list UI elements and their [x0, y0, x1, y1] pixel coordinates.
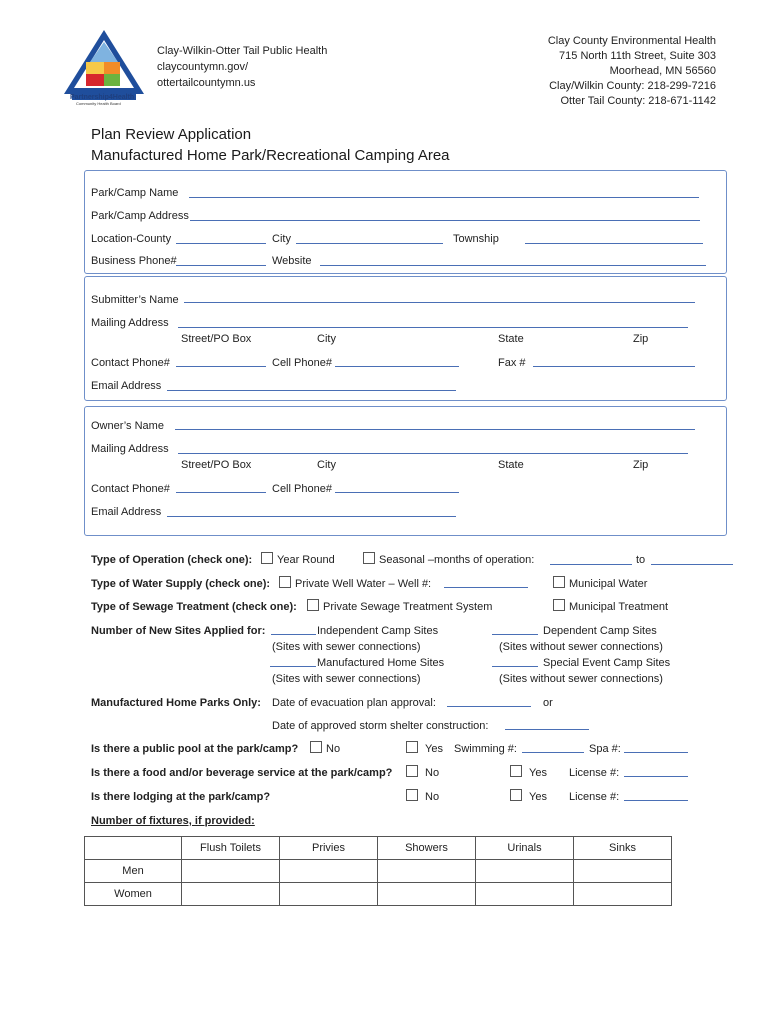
page-subtitle: Manufactured Home Park/Recreational Camping Area — [91, 147, 450, 164]
city-label: City — [272, 233, 291, 245]
municipal-treatment-label: Municipal Treatment — [569, 601, 669, 613]
pool-yes-label: Yes — [425, 743, 443, 755]
food-yes-checkbox[interactable] — [510, 765, 522, 777]
owner-cell-label: Cell Phone# — [272, 483, 332, 495]
park-name-field[interactable] — [189, 197, 699, 198]
submitter-email-label: Email Address — [91, 380, 162, 392]
address-line-3: Moorhead, MN 56560 — [609, 65, 716, 77]
owner-cell-field[interactable] — [335, 492, 459, 493]
storm-shelter-field[interactable] — [505, 729, 589, 730]
independent-sites-label: Independent Camp Sites — [317, 625, 439, 637]
water-supply-label: Type of Water Supply (check one): — [91, 578, 271, 590]
new-sites-label: Number of New Sites Applied for: — [91, 625, 266, 637]
fixtures-row-men — [85, 860, 672, 883]
owner-street-label: Street/PO Box — [181, 459, 252, 471]
municipal-water-label: Municipal Water — [569, 578, 648, 590]
pool-no-checkbox[interactable] — [310, 741, 322, 753]
fixtures-col-privies: Privies — [280, 837, 378, 860]
fixtures-cell[interactable] — [280, 883, 378, 906]
swimming-label: Swimming #: — [454, 743, 517, 755]
submitter-contact-label: Contact Phone# — [91, 357, 170, 369]
city-field[interactable] — [296, 243, 443, 244]
park-address-label: Park/Camp Address — [91, 210, 189, 222]
fixtures-row-women — [85, 883, 672, 906]
mhp-label: Manufactured Home Parks Only: — [91, 697, 261, 709]
address-line-2: 715 North 11th Street, Suite 303 — [559, 50, 716, 62]
sewage-label: Type of Sewage Treatment (check one): — [91, 601, 297, 613]
submitter-zip-label: Zip — [633, 333, 649, 345]
well-number-field[interactable] — [444, 587, 528, 588]
submitter-mailing-field[interactable] — [178, 327, 688, 328]
owner-city-label: City — [317, 459, 336, 471]
fixtures-row-label: Women — [85, 883, 182, 906]
pool-no-label: No — [326, 743, 341, 755]
website-label: Website — [272, 255, 312, 267]
pool-question: Is there a public pool at the park/camp? — [91, 743, 299, 755]
submitter-name-label: Submitter’s Name — [91, 294, 179, 306]
business-phone-label: Business Phone# — [91, 255, 177, 267]
fixtures-cell[interactable] — [182, 860, 280, 883]
owner-zip-label: Zip — [633, 459, 649, 471]
seasonal-label: Seasonal –months of operation: — [379, 554, 535, 566]
food-no-label: No — [425, 767, 440, 779]
page-title: Plan Review Application — [91, 126, 252, 143]
independent-sites-note: (Sites with sewer connections) — [272, 641, 421, 653]
lodging-question: Is there lodging at the park/camp? — [91, 791, 271, 803]
owner-state-label: State — [498, 459, 524, 471]
submitter-street-label: Street/PO Box — [181, 333, 252, 345]
fixtures-cell[interactable] — [574, 860, 672, 883]
org-line-3: ottertailcountymn.us — [157, 77, 256, 89]
owner-email-label: Email Address — [91, 506, 162, 518]
owner-mailing-label: Mailing Address — [91, 443, 169, 455]
mh-sites-label: Manufactured Home Sites — [317, 657, 445, 669]
owner-name-field[interactable] — [175, 429, 695, 430]
lodging-yes-label: Yes — [529, 791, 547, 803]
mh-sites-note: (Sites with sewer connections) — [272, 673, 421, 685]
municipal-treatment-checkbox[interactable] — [553, 599, 565, 611]
logo-subtext: Community Health Board — [76, 101, 121, 106]
seasonal-checkbox[interactable] — [363, 552, 375, 564]
fixtures-cell[interactable] — [182, 883, 280, 906]
fixtures-cell[interactable] — [280, 860, 378, 883]
independent-sites-field[interactable] — [271, 634, 316, 635]
fixtures-cell[interactable] — [574, 883, 672, 906]
or-label: or — [543, 697, 553, 709]
owner-mailing-field[interactable] — [178, 453, 688, 454]
owner-email-field[interactable] — [167, 516, 456, 517]
spa-label: Spa #: — [589, 743, 621, 755]
park-address-field[interactable] — [190, 220, 700, 221]
fixtures-header-row — [85, 837, 672, 860]
county-field[interactable] — [176, 243, 266, 244]
private-well-label: Private Well Water – Well #: — [295, 578, 432, 590]
submitter-fax-label: Fax # — [498, 357, 526, 369]
private-sewage-checkbox[interactable] — [307, 599, 319, 611]
year-round-label: Year Round — [277, 554, 335, 566]
fixtures-col-flush-toilets: Flush Toilets — [182, 837, 280, 860]
special-event-label: Special Event Camp Sites — [543, 657, 671, 669]
submitter-mailing-label: Mailing Address — [91, 317, 169, 329]
mh-sites-field[interactable] — [270, 666, 316, 667]
lodging-license-field[interactable] — [624, 800, 688, 801]
submitter-fax-field[interactable] — [533, 366, 695, 367]
submitter-name-field[interactable] — [184, 302, 695, 303]
submitter-cell-label: Cell Phone# — [272, 357, 332, 369]
fixtures-cell[interactable] — [378, 860, 476, 883]
logo-text: Partnership4Health — [70, 94, 135, 101]
dependent-sites-field[interactable] — [492, 634, 538, 635]
fixtures-col-sinks: Sinks — [574, 837, 672, 860]
food-question: Is there a food and/or beverage service at the park/camp? — [91, 767, 393, 779]
fixtures-col-blank — [85, 837, 182, 860]
evac-plan-label: Date of evacuation plan approval: — [272, 697, 436, 709]
business-phone-field[interactable] — [176, 265, 266, 266]
owner-contact-field[interactable] — [176, 492, 266, 493]
spa-field[interactable] — [624, 752, 688, 753]
private-well-checkbox[interactable] — [279, 576, 291, 588]
swimming-field[interactable] — [522, 752, 584, 753]
operation-label: Type of Operation (check one): — [91, 554, 253, 566]
township-field[interactable] — [525, 243, 703, 244]
lodging-no-label: No — [425, 791, 440, 803]
fixtures-cell[interactable] — [476, 860, 574, 883]
year-round-checkbox[interactable] — [261, 552, 273, 564]
address-line-1: Clay County Environmental Health — [547, 35, 716, 47]
submitter-state-label: State — [498, 333, 524, 345]
submitter-contact-field[interactable] — [176, 366, 266, 367]
submitter-email-field[interactable] — [167, 390, 456, 391]
private-sewage-label: Private Sewage Treatment System — [323, 601, 493, 613]
lodging-yes-checkbox[interactable] — [510, 789, 522, 801]
municipal-water-checkbox[interactable] — [553, 576, 565, 588]
food-license-label: License #: — [569, 767, 620, 779]
county-label: Location-County — [91, 233, 172, 245]
org-line-1: Clay-Wilkin-Otter Tail Public Health — [157, 45, 328, 57]
special-event-field[interactable] — [492, 666, 538, 667]
evac-plan-field[interactable] — [447, 706, 531, 707]
pool-yes-checkbox[interactable] — [406, 741, 418, 753]
park-name-label: Park/Camp Name — [91, 187, 179, 199]
season-end-field[interactable] — [651, 564, 733, 565]
owner-name-label: Owner’s Name — [91, 420, 164, 432]
lodging-license-label: License #: — [569, 791, 620, 803]
fixtures-col-showers: Showers — [378, 837, 476, 860]
fixtures-cell[interactable] — [378, 883, 476, 906]
address-line-5: Otter Tail County: 218-671-1142 — [560, 95, 716, 107]
township-label: Township — [453, 233, 499, 245]
lodging-no-checkbox[interactable] — [406, 789, 418, 801]
dependent-sites-note: (Sites without sewer connections) — [499, 641, 663, 653]
fixtures-cell[interactable] — [476, 883, 574, 906]
season-to-label: to — [636, 554, 646, 566]
storm-shelter-label: Date of approved storm shelter construction: — [272, 720, 489, 732]
food-license-field[interactable] — [624, 776, 688, 777]
fixtures-col-urinals: Urinals — [476, 837, 574, 860]
food-no-checkbox[interactable] — [406, 765, 418, 777]
special-event-note: (Sites without sewer connections) — [499, 673, 663, 685]
submitter-city-label: City — [317, 333, 336, 345]
owner-contact-label: Contact Phone# — [91, 483, 170, 495]
dependent-sites-label: Dependent Camp Sites — [543, 625, 657, 637]
fixtures-heading: Number of fixtures, if provided: — [91, 815, 255, 827]
fixtures-table — [84, 836, 672, 906]
org-line-2: claycountymn.gov/ — [157, 61, 249, 73]
fixtures-row-label: Men — [85, 860, 182, 883]
website-field[interactable] — [320, 265, 706, 266]
food-yes-label: Yes — [529, 767, 547, 779]
submitter-cell-field[interactable] — [335, 366, 459, 367]
address-line-4: Clay/Wilkin County: 218-299-7216 — [549, 80, 716, 92]
season-start-field[interactable] — [550, 564, 632, 565]
